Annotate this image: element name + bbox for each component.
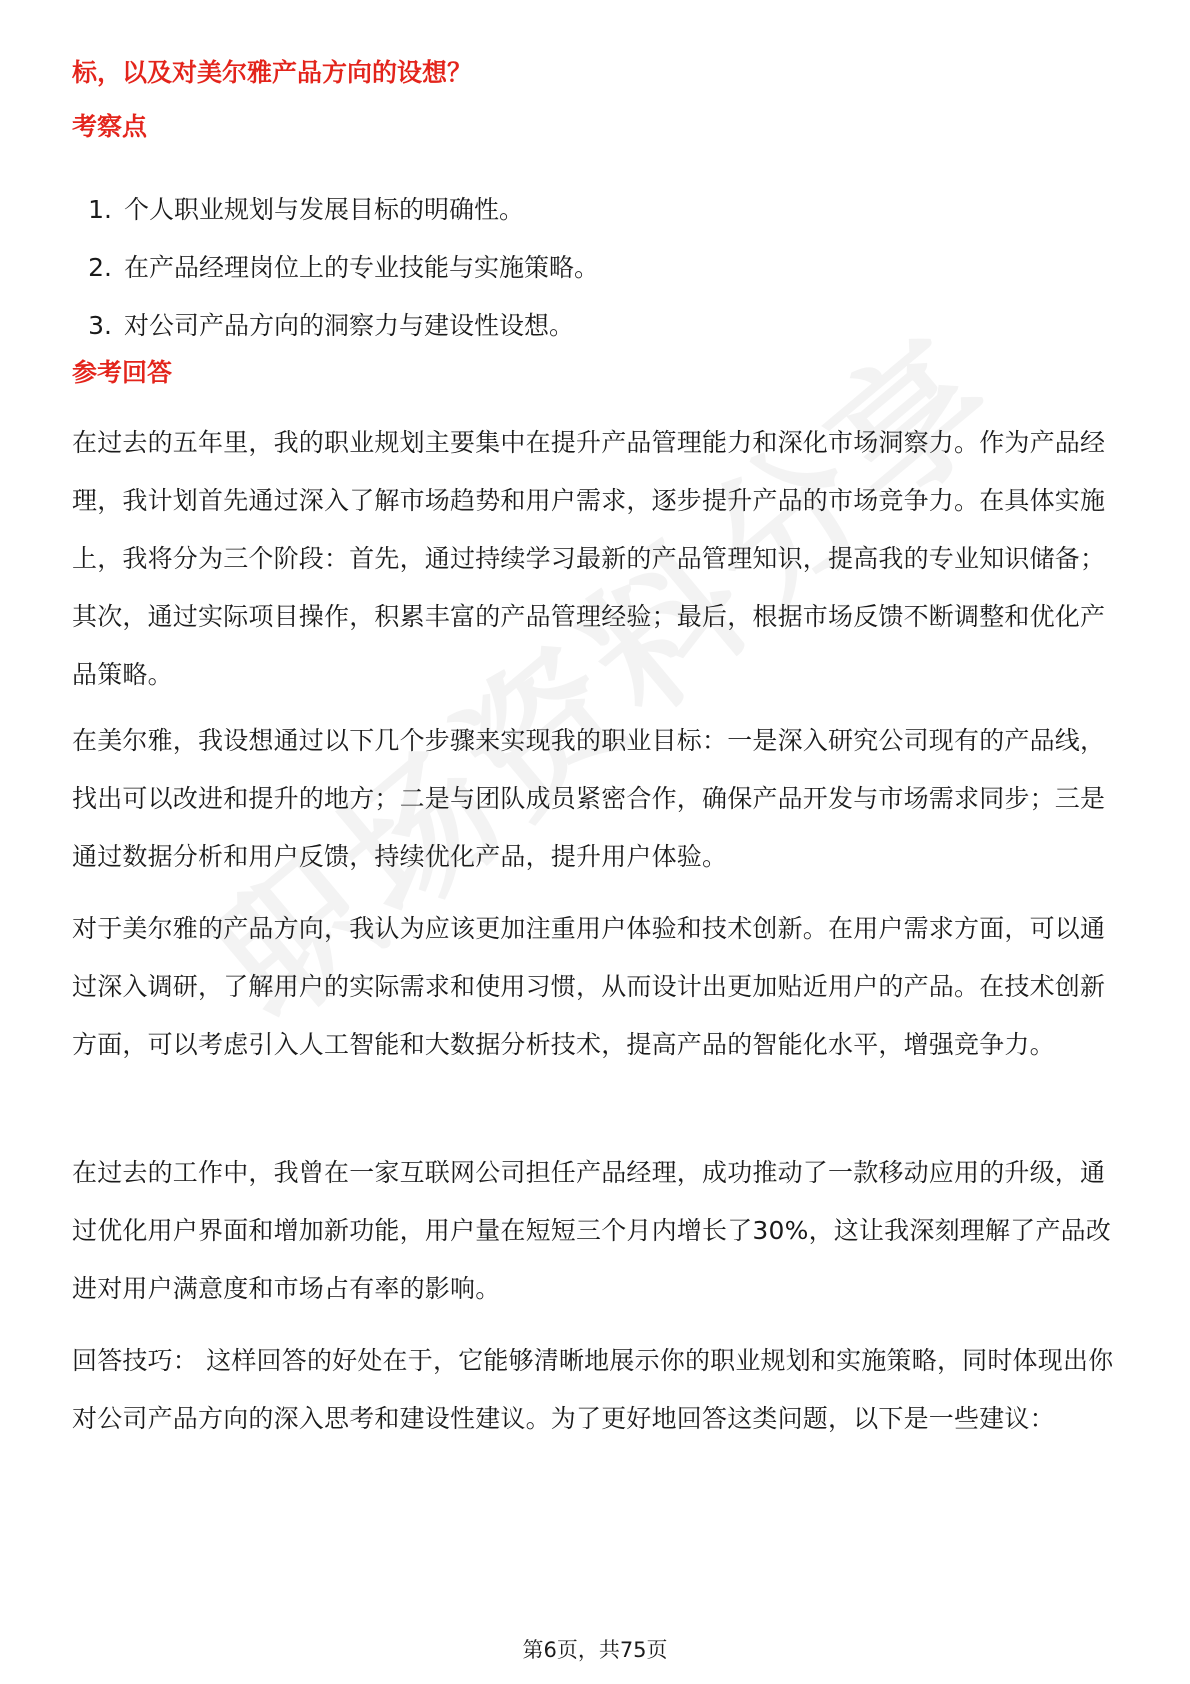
list-text: 对公司产品方向的洞察力与建设性设想。 [124, 311, 575, 340]
list-number: 1. [88, 195, 112, 224]
page-number: 第6页，共75页 [522, 1638, 668, 1662]
section-heading-points: 考察点 [72, 112, 148, 141]
question-text: 标，以及对美尔雅产品方向的设想？ [72, 58, 473, 87]
list-item [72, 244, 599, 302]
list-item [72, 302, 599, 360]
list-number: 3. [88, 311, 112, 340]
answer-paragraph: 在过去的工作中，我曾在一家互联网公司担任产品经理，成功推动了一款移动应用的升级，通过优化用户界面和增加新功能，用户量在短短三个月内增长了30%，这让我深刻理解了产品改进对用户满意度和市场占有率的影响。 [72, 1158, 1111, 1303]
list-item [72, 186, 599, 244]
answer-paragraph: 对于美尔雅的产品方向，我认为应该更加注重用户体验和技术创新。在用户需求方面，可以通过深入调研，了解用户的实际需求和使用习惯，从而设计出更加贴近用户的产品。在技术创新方面，可以考虑引入人工智能和大数据分析技术，提高产品的智能化水平，增强竞争力。 [72, 914, 1106, 1059]
section-heading-answer: 参考回答 [72, 358, 173, 387]
answer-paragraph: 在过去的五年里，我的职业规划主要集中在提升产品管理能力和深化市场洞察力。作为产品经理，我计划首先通过深入了解市场趋势和用户需求，逐步提升产品的市场竞争力。在具体实施上，我将分为三个阶段：首先，通过持续学习最新的产品管理知识，提高我的专业知识储备；其次，通过实际项目操作，积累丰富的产品管理经验；最后，根据市场反馈不断调整和优化产品策略。 [72, 428, 1106, 689]
list-number: 2. [88, 253, 112, 282]
list-text: 个人职业规划与发展目标的明确性。 [124, 195, 525, 224]
answer-paragraph: 在美尔雅，我设想通过以下几个步骤来实现我的职业目标：一是深入研究公司现有的产品线，找出可以改进和提升的地方；二是与团队成员紧密合作，确保产品开发与市场需求同步；三是通过数据分析和用户反馈，持续优化产品，提升用户体验。 [72, 726, 1106, 871]
tips-paragraph: 回答技巧： 这样回答的好处在于，它能够清晰地展示你的职业规划和实施策略，同时体现出你对公司产品方向的深入思考和建设性建议。为了更好地回答这类问题，以下是一些建议： [72, 1346, 1114, 1433]
points-list [72, 186, 599, 360]
list-text: 在产品经理岗位上的专业技能与实施策略。 [124, 253, 600, 282]
